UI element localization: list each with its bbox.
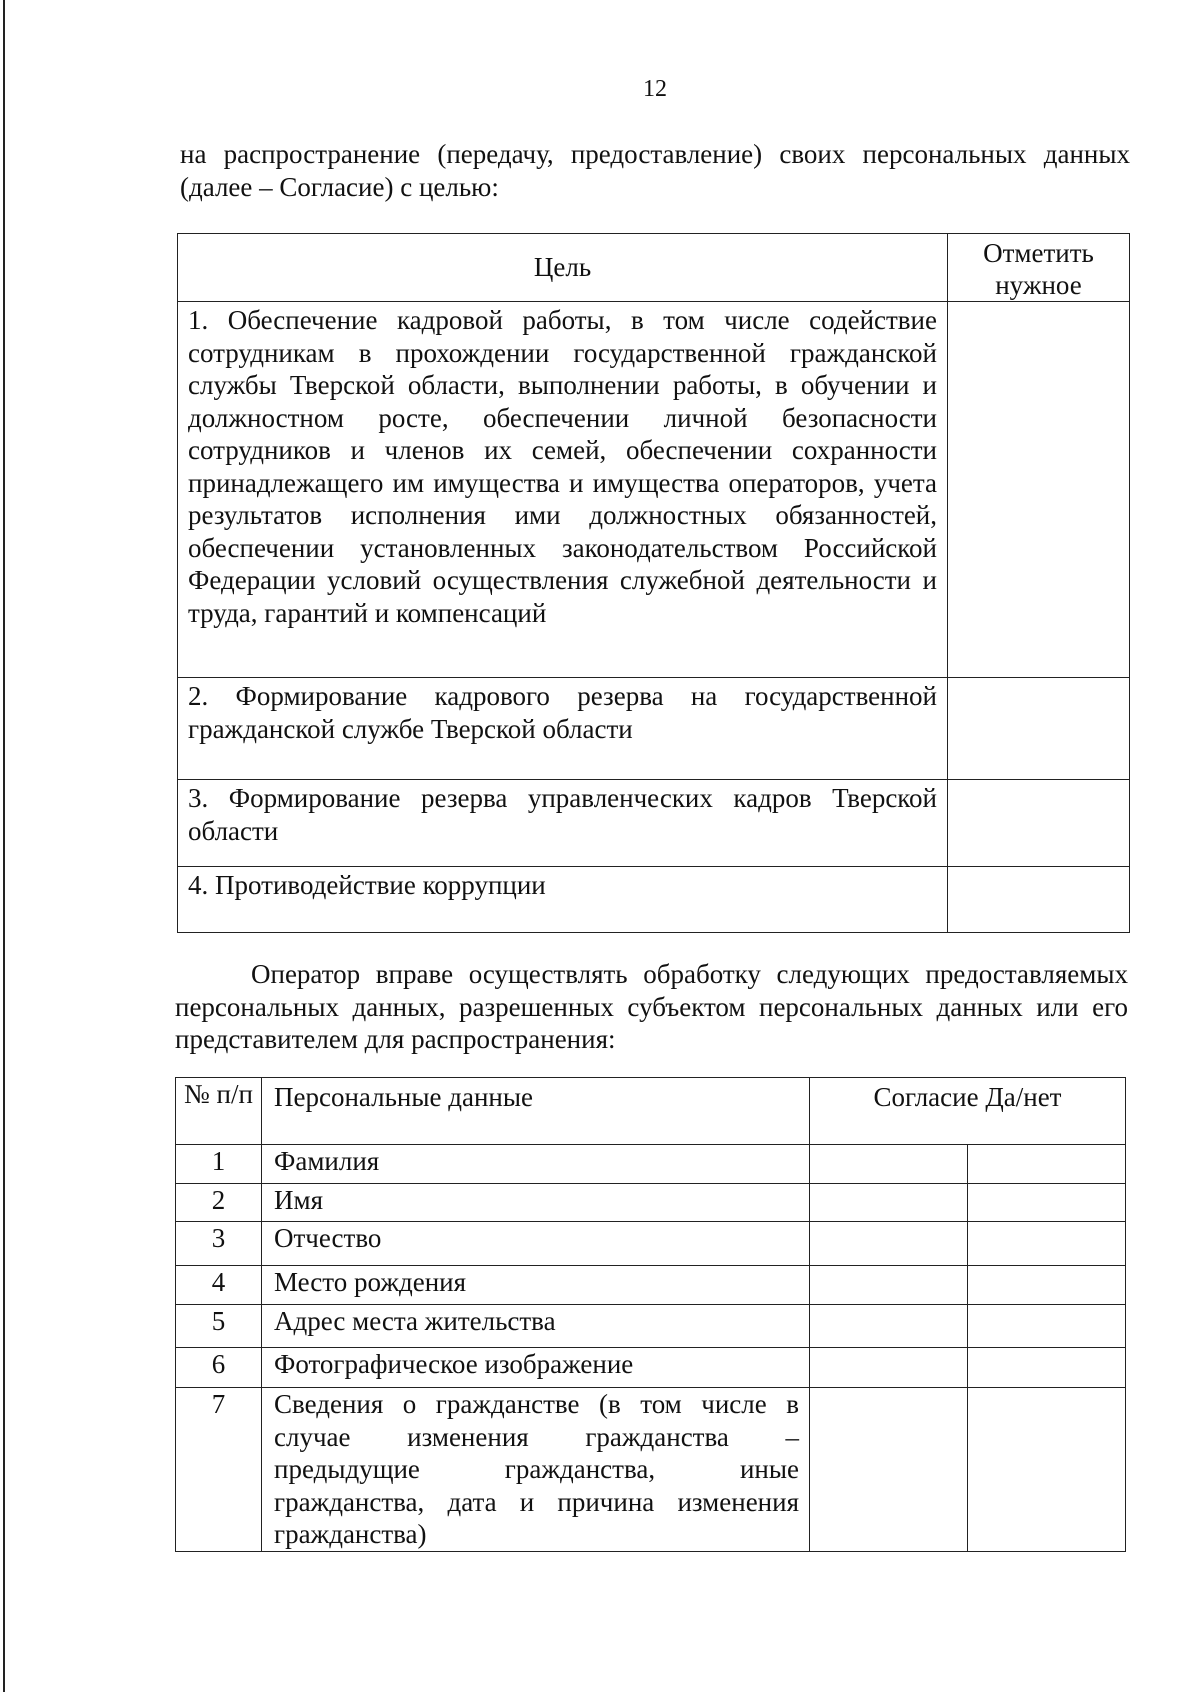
- scan-edge-line: [3, 0, 5, 1692]
- page-number: 12: [643, 76, 667, 102]
- operator-paragraph: Оператор вправе осуществлять обработку следующих предоставляемых персональных данных, разрешенных субъектом персональных данных или его представителем для распространения:: [175, 959, 1128, 1054]
- consent-yes-cell[interactable]: [810, 1348, 968, 1388]
- purpose-mark-cell[interactable]: [948, 780, 1130, 867]
- row-data-name: Адрес места жительства: [262, 1305, 810, 1348]
- purpose-mark-cell[interactable]: [948, 678, 1130, 780]
- personal-data-table: [175, 1077, 1126, 1552]
- purpose-text: 2. Формирование кадрового резерва на государственной гражданской службе Тверской области: [178, 678, 948, 780]
- row-number: 1: [176, 1145, 262, 1184]
- consent-yes-cell[interactable]: [810, 1388, 968, 1552]
- row-number: 3: [176, 1222, 262, 1266]
- personal-data-row: [176, 1222, 1126, 1266]
- consent-yes-cell[interactable]: [810, 1266, 968, 1305]
- personal-data-row: [176, 1305, 1126, 1348]
- purpose-mark-cell[interactable]: [948, 302, 1130, 678]
- row-data-name: Имя: [262, 1184, 810, 1222]
- row-number: 5: [176, 1305, 262, 1348]
- purpose-row: [178, 780, 1130, 867]
- consent-no-cell[interactable]: [968, 1305, 1126, 1348]
- personal-data-row: [176, 1145, 1126, 1184]
- consent-no-cell[interactable]: [968, 1348, 1126, 1388]
- personal-data-row: [176, 1348, 1126, 1388]
- purpose-table-header: [178, 234, 1130, 302]
- purpose-row: [178, 302, 1130, 678]
- consent-no-cell[interactable]: [968, 1222, 1126, 1266]
- intro-paragraph: на распространение (передачу, предоставление) своих персональных данных (далее – Согласие) с целью:: [180, 139, 1130, 202]
- consent-yes-cell[interactable]: [810, 1222, 968, 1266]
- consent-no-cell[interactable]: [968, 1266, 1126, 1305]
- header-mark: Отметить нужное: [948, 234, 1130, 302]
- row-number: 4: [176, 1266, 262, 1305]
- row-number: 2: [176, 1184, 262, 1222]
- purpose-row: [178, 678, 1130, 780]
- personal-data-row: [176, 1388, 1126, 1552]
- header-number: № п/п: [176, 1078, 262, 1145]
- purpose-row: [178, 867, 1130, 933]
- consent-no-cell[interactable]: [968, 1388, 1126, 1552]
- row-data-name: Фотографическое изображение: [262, 1348, 810, 1388]
- consent-yes-cell[interactable]: [810, 1145, 968, 1184]
- row-data-name: Сведения о гражданстве (в том числе в случае изменения гражданства – предыдущие гражданства, иные гражданства, дата и причина изменения гражданства): [262, 1388, 810, 1552]
- row-data-name: Отчество: [262, 1222, 810, 1266]
- purpose-text: 3. Формирование резерва управленческих кадров Тверской области: [178, 780, 948, 867]
- purpose-text: 4. Противодействие коррупции: [178, 867, 948, 933]
- consent-no-cell[interactable]: [968, 1145, 1126, 1184]
- header-goal: Цель: [178, 234, 948, 302]
- personal-data-row: [176, 1266, 1126, 1305]
- purpose-table: [177, 233, 1130, 933]
- personal-data-header: [176, 1078, 1126, 1145]
- row-number: 6: [176, 1348, 262, 1388]
- consent-yes-cell[interactable]: [810, 1305, 968, 1348]
- personal-data-row: [176, 1184, 1126, 1222]
- header-consent: Согласие Да/нет: [810, 1078, 1126, 1145]
- purpose-text: 1. Обеспечение кадровой работы, в том числе содействие сотрудникам в прохождении государственной гражданской службы Тверской области, выполнении работы, в обучении и должностном росте, обеспечении личной безопасности сотрудников и членов их семей, обеспечении сохранности принадлежащего им имущества и имущества операторов, учета результатов исполнения ими должностных обязанностей, обеспечении установленных законодательством Российской Федерации условий осуществления служебной деятельности и труда, гарантий и компенсаций: [178, 302, 948, 678]
- header-personal-data: Персональные данные: [262, 1078, 810, 1145]
- purpose-mark-cell[interactable]: [948, 867, 1130, 933]
- row-data-name: Место рождения: [262, 1266, 810, 1305]
- consent-no-cell[interactable]: [968, 1184, 1126, 1222]
- row-number: 7: [176, 1388, 262, 1552]
- consent-yes-cell[interactable]: [810, 1184, 968, 1222]
- row-data-name: Фамилия: [262, 1145, 810, 1184]
